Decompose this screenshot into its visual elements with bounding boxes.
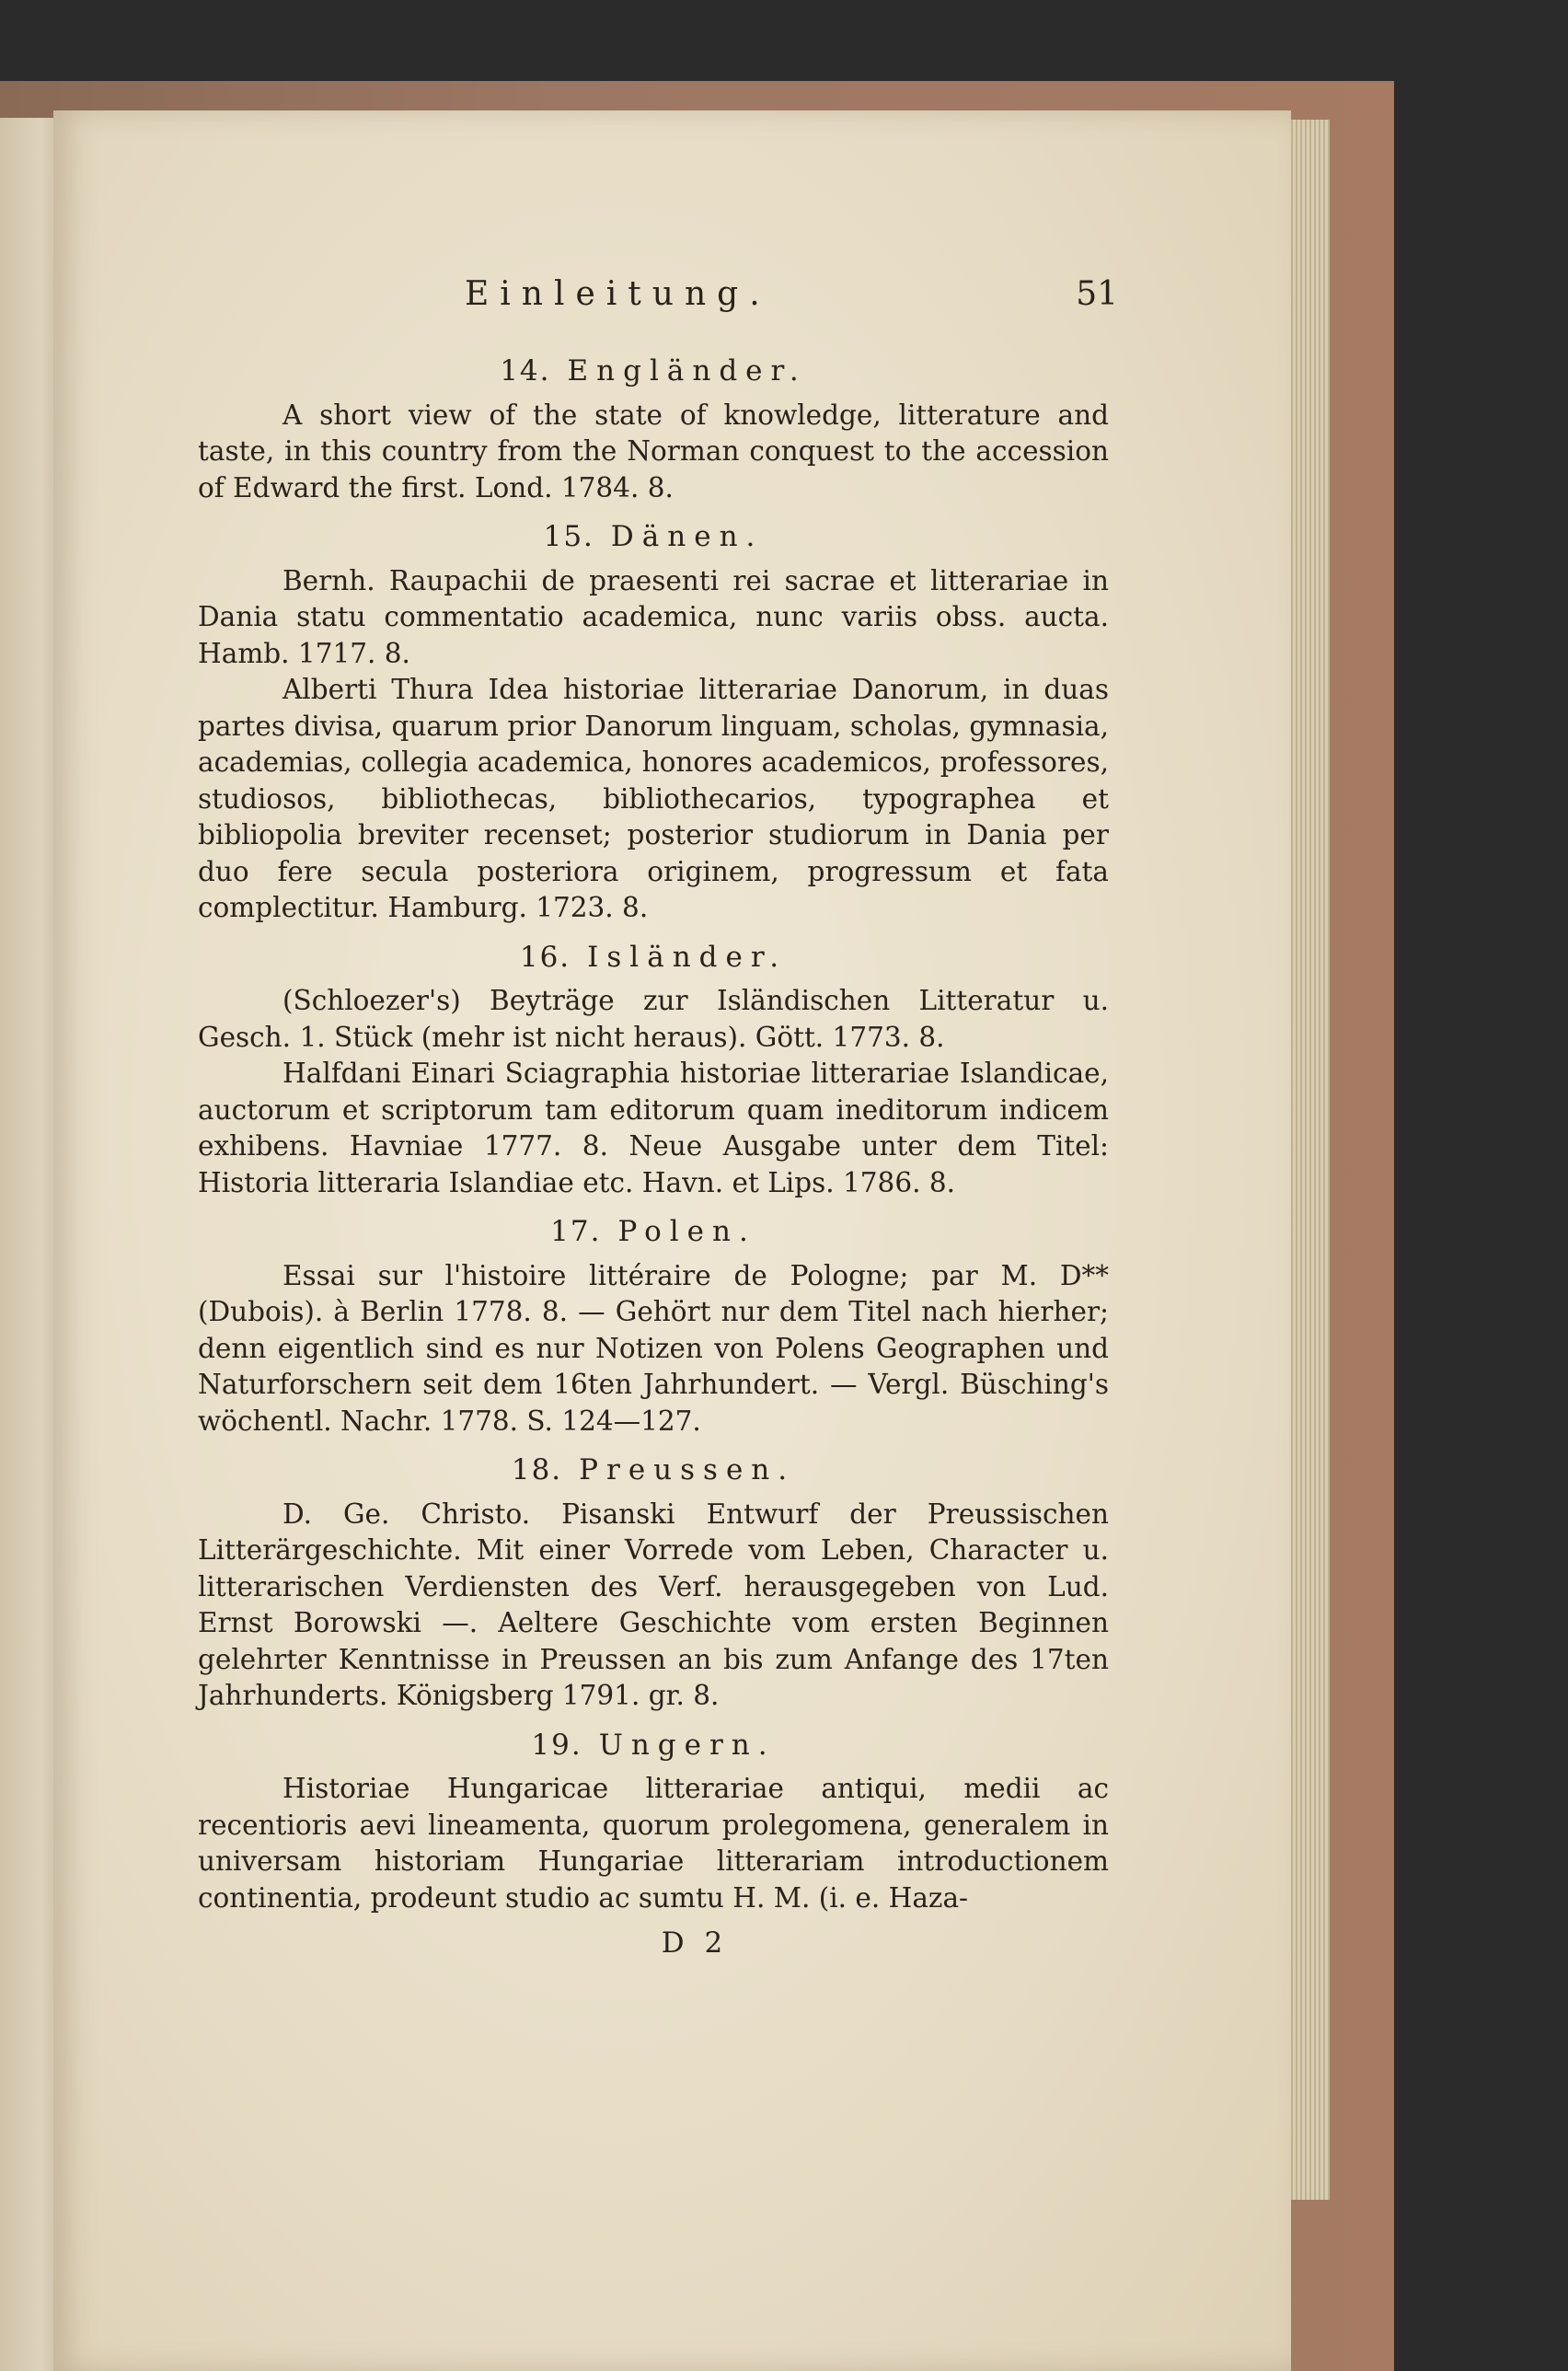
section-islaender [198, 940, 1109, 1202]
page-number: 51 [1076, 275, 1118, 313]
bibliography-entry: A short view of the state of knowledge, litterature and taste, in this country from the Norman conquest to the accession of Edward the first. Lond. 1784. 8. [198, 399, 1109, 503]
bibliography-entry: Essai sur l'histoire littéraire de Pologne; par M. D** (Dubois). à Berlin 1778. 8. — Gehört nur dem Titel nach hierher; denn eigentlich sind es nur Notizen von Polens Geographen und Naturforschern seit dem 16ten Jahrhundert. — Vergl. Büsching's wöchentl. Nachr. 1778. S. 124—127. [198, 1259, 1109, 1437]
bibliography-entry: Alberti Thura Idea historiae litterariae Danorum, in duas partes divisa, quarum prior Danorum linguam, scholas, gymnasia, academias, collegia academica, honores academicos, professores, studiosos, bibliothecas, bibliothecarios, typographea et bibliopolia breviter recenset; posterior studiorum in Dania per duo fere secula posteriora originem, progressum et fata complectitur. Hamburg. 1723. 8. [198, 674, 1109, 923]
page-header [198, 275, 1118, 341]
section-heading [198, 1728, 1109, 1764]
section-number: 18. [511, 1453, 563, 1486]
section-number: 14. [500, 354, 551, 387]
page-text [198, 275, 1118, 1962]
section-polen [198, 1214, 1109, 1440]
section-number: 19. [531, 1728, 582, 1762]
section-number: 16. [519, 940, 571, 974]
section-daenen [198, 519, 1109, 927]
section-englaender [198, 353, 1109, 506]
section-heading [198, 1214, 1109, 1251]
section-heading [198, 353, 1109, 390]
bibliography-entry: Historiae Hungaricae litterariae antiqui, medii ac recentioris aevi lineamenta, quorum prolegomena, generalem in universam historiam Hungariae litterariam introductionem continentia, prodeunt studio ac sumtu H. M. (i. e. Haza- [198, 1773, 1109, 1914]
section-number: 15. [543, 520, 594, 553]
bibliography-entry: Halfdani Einari Sciagraphia historiae litterariae Islandicae, auctorum et scriptorum tam editorum quam ineditorum indicem exhibens. Havniae 1777. 8. Neue Ausgabe unter dem Titel: Historia litteraria Islandiae etc. Havn. et Lips. 1786. 8. [198, 1058, 1109, 1198]
sheet-signature: D 2 [661, 1926, 729, 1960]
bibliography-entry: D. Ge. Christo. Pisanski Entwurf der Preussischen Litterärgeschichte. Mit einer Vorrede vom Leben, Character u. litterarischen Verdiensten des Verf. herausgegeben von Lud. Ernst Borowski —. Aeltere Geschichte vom ersten Beginnen gelehrter Kenntnisse in Preussen an bis zum Anfange des 17ten Jahrhunderts. Königsberg 1791. gr. 8. [198, 1498, 1109, 1711]
section-title: Engländer. [567, 354, 807, 387]
section-title: Dänen. [610, 520, 764, 553]
bibliography-entry: (Schloezer's) Beyträge zur Isländischen Litteratur u. Gesch. 1. Stück (mehr ist nicht heraus). Gött. 1773. 8. [198, 985, 1109, 1053]
section-heading [198, 940, 1109, 977]
section-number: 17. [550, 1215, 602, 1248]
running-head: Einleitung. [465, 275, 771, 313]
section-preussen [198, 1452, 1109, 1715]
section-ungern [198, 1728, 1109, 1917]
section-title: Polen. [617, 1215, 756, 1248]
section-heading [198, 519, 1109, 556]
section-title: Preussen. [579, 1453, 796, 1486]
section-title: Isländer. [587, 940, 788, 974]
section-heading [198, 1452, 1109, 1489]
bibliography-entry: Bernh. Raupachii de praesenti rei sacrae et litterariae in Dania statu commentatio academica, nunc variis obss. aucta. Hamb. 1717. 8. [198, 564, 1109, 669]
section-title: Ungern. [598, 1728, 776, 1762]
